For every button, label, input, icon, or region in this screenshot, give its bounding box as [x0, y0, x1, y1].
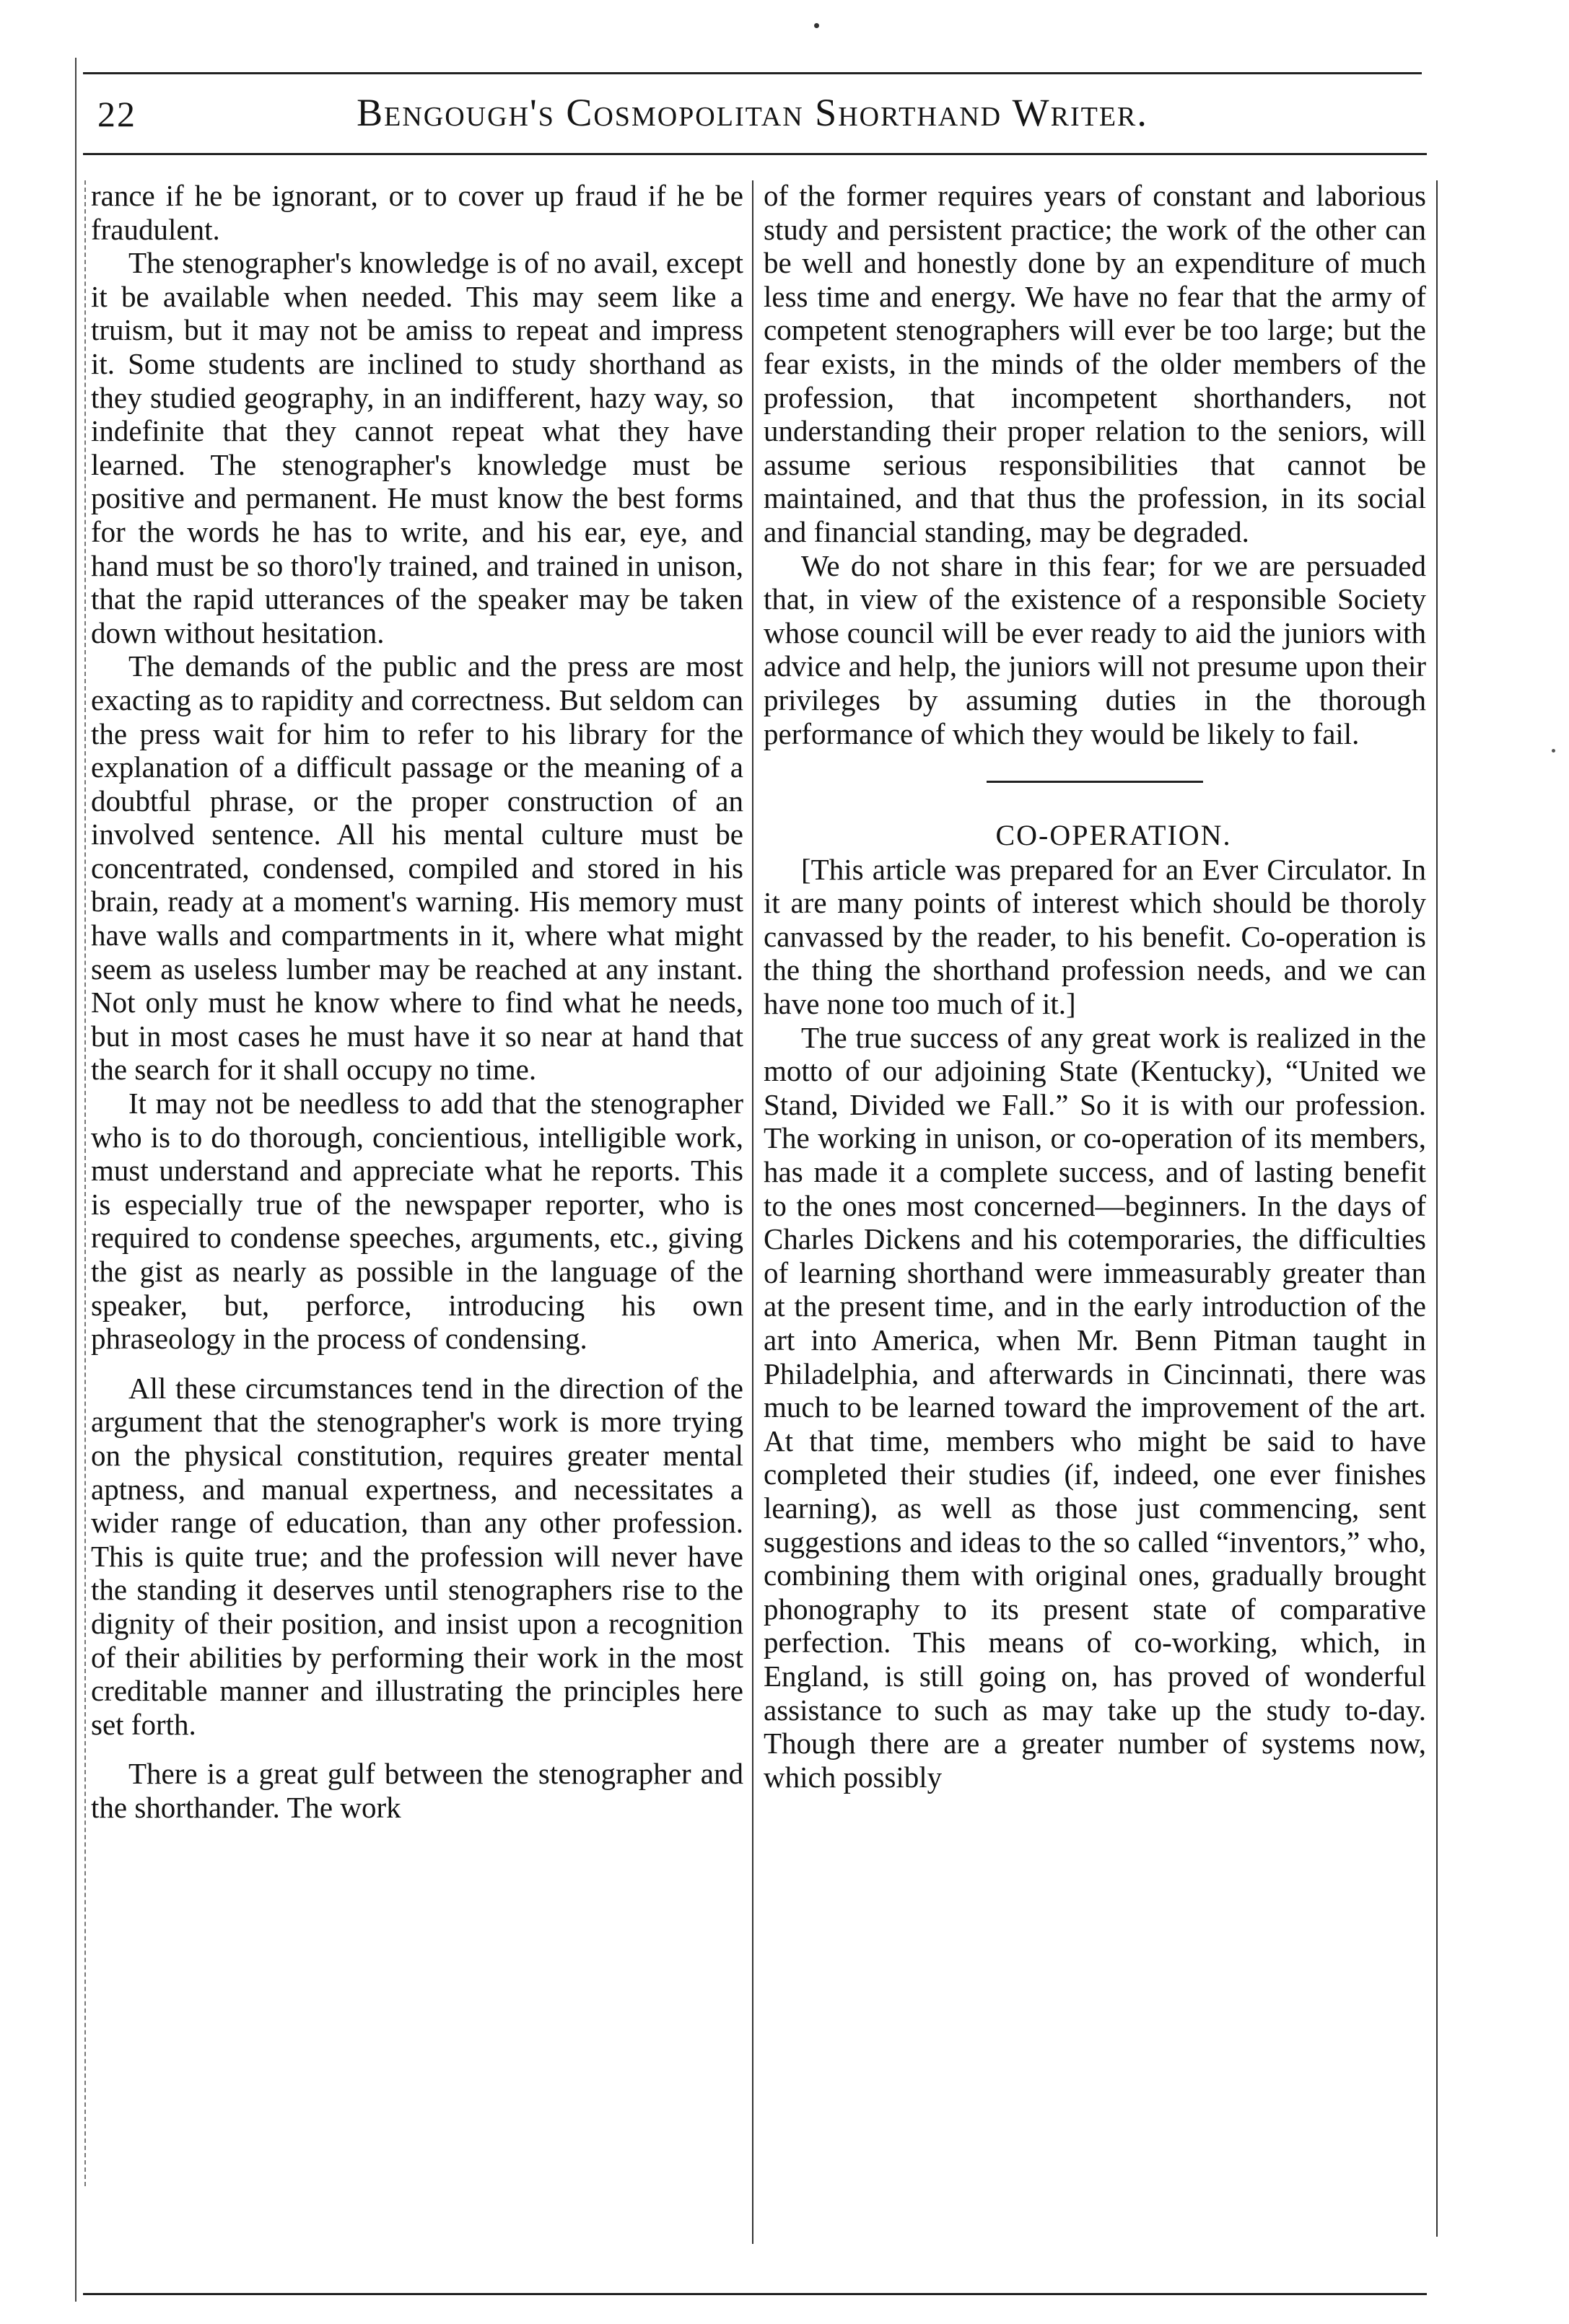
paragraph: It may not be needless to add that the stenographer who is to do thorough, concientious, intelligible work, must understand and appreciate what he reports. This is especially true of the newspaper reporter, who is required to condense speeches, arguments, etc., giving the gist as nearly as possible in the language of the speaker, but, perforce, introducing his own phraseology in the process of condensing.: [91, 1087, 743, 1356]
paragraph: There is a great gulf between the stenographer and the shorthander. The work: [91, 1757, 743, 1824]
paragraph: [This article was prepared for an Ever Circulator. In it are many points of interest which should be thoroly canvassed by the reader, to his benefit. Co-operation is the thing the shorthand profession needs, and we can have none too much of it.]: [764, 852, 1426, 1021]
paragraph: of the former requires years of constant and laborious study and persistent practice; the work of the other can be well and honestly done by an expenditure of much less time and energy. We have no fear that the army of competent stenographers will ever be too large; but the fear exists, in the minds of the older members of the profession, that incompetent shorthanders, not understanding their proper relation to the seniors, will assume serious responsibilities that cannot be maintained, and that thus the profession, in its social and financial standing, may be degraded.: [764, 179, 1426, 548]
running-title: Bengough's Cosmopolitan Shorthand Writer.: [357, 91, 1148, 134]
paragraph: The stenographer's knowledge is of no avail, except it be available when needed. This may seem like a truism, but it may not be amiss to repeat and impress it. Some students are inclined to study shorthand as they studied geography, in an indifferent, hazy way, so indefinite that they cannot repeat what they have learned. The stenographer's knowledge must be positive and permanent. He must know the best forms for the words he has to write, and his ear, eye, and hand must be so thoro'ly trained, and trained in unison, that the rapid utterances of the speaker may be taken down without hesitation.: [91, 246, 743, 649]
paragraph: All these circumstances tend in the direction of the argument that the stenographer's work is more trying on the physical constitution, requires greater mental aptness, and manual expertness, and necessitates a wider range of education, than any other profession. This is quite true; and the profession will never have the standing it deserves until stenographers rise to the dignity of their position, and insist upon a recognition of their abilities by performing their work in the most creditable manner and illustrating the principles here set forth.: [91, 1371, 743, 1741]
left-inner-margin-rule: [84, 180, 86, 2186]
section-heading: CO-OPERATION.: [995, 819, 1232, 852]
column-divider: [752, 180, 753, 2244]
right-margin-rule: [1436, 180, 1438, 2237]
ink-speck: [814, 23, 819, 28]
paragraph: We do not share in this fear; for we are persuaded that, in view of the existence of a responsible Society whose council will be ever ready to aid the juniors with advice and help, the juniors will not presume upon their privileges by assuming duties in the thorough performance of which they would be likely to fail.: [764, 548, 1426, 750]
left-margin-rule: [75, 58, 77, 2302]
page-number: 22: [97, 94, 136, 134]
page-header: [83, 72, 1422, 154]
section-divider-rule: [987, 781, 1203, 783]
paragraph: The true success of any great work is realized in the motto of our adjoining State (Kentucky), “United we Stand, Divided we Fall.” So it is with our profession. The working in unison, or co-operation of its members, has made it a complete success, and of lasting benefit to the ones most concerned—beginners. In the days of Charles Dickens and his cotemporaries, the difficulties of learning shorthand were immeasurably greater than at the present time, and in the early introduction of the art into America, when Mr. Benn Pitman taught in Philadelphia, and afterwards in Cincinnati, there was much to be learned toward the improvement of the art. At that time, members who might be said to have completed their studies (if, indeed, one ever finishes learning), as well as those just commencing, sent suggestions and ideas to the so called “inventors,” who, combining them with original ones, gradually brought phonography to its present state of comparative perfection. This means of co-working, which, in England, is still going on, has proved of wonderful assistance to such as may take up the study to-day. Though there are a greater number of systems now, which possibly: [764, 1020, 1426, 1794]
footer-rule: [83, 2293, 1427, 2295]
paragraph: rance if he be ignorant, or to cover up fraud if he be fraudulent.: [91, 179, 743, 246]
ink-speck: [1552, 749, 1555, 753]
header-rule: [83, 153, 1427, 155]
left-column: [91, 179, 743, 1825]
paragraph: The demands of the public and the press are most exacting as to rapidity and correctness. But seldom can the press wait for him to refer to his library for the explanation of a difficult passage or the meaning of a doubtful phrase, or the proper construction of an involved sentence. All his mental culture must be concentrated, condensed, compiled and stored in his brain, ready at a moment's warning. His memory must have walls and compartments in it, where what might seem as useless lumber may be reached at any instant. Not only must he know where to find what he needs, but in most cases he must have it so near at hand that the search for it shall occupy no time.: [91, 649, 743, 1087]
right-column: [764, 179, 1426, 1794]
